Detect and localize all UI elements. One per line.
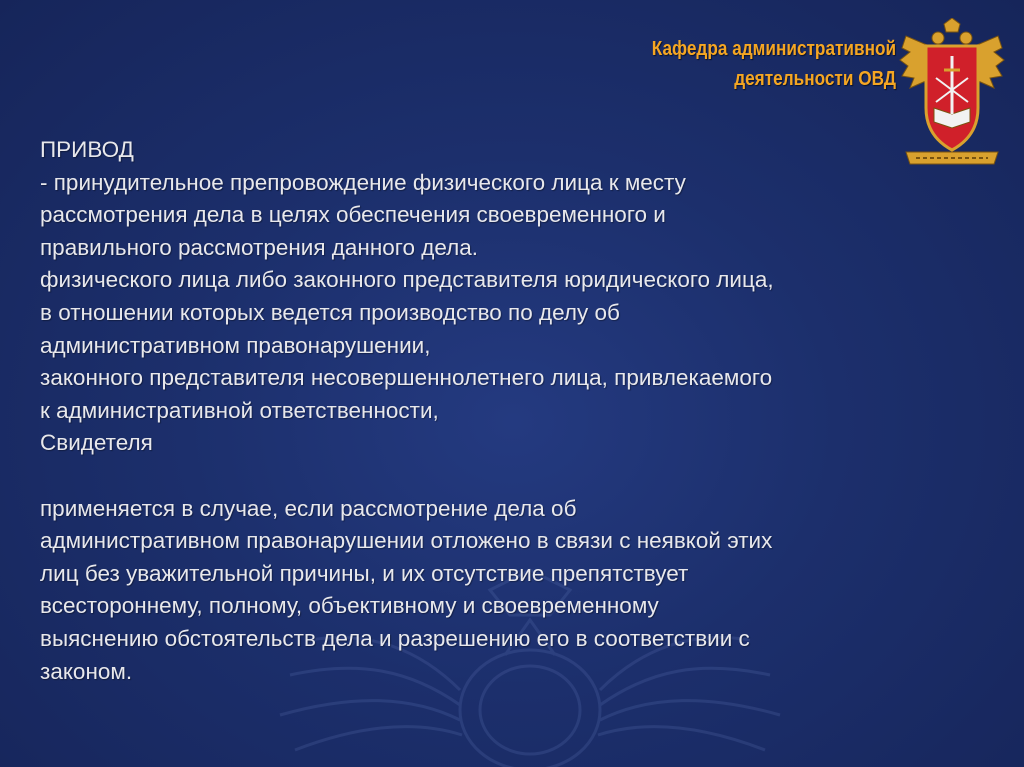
subjects-line: административном правонарушении, [40, 332, 431, 358]
application-line: лиц без уважительной причины, и их отсутствие препятствует [40, 560, 689, 586]
subjects-line: физического лица либо законного представителя юридического лица, [40, 267, 774, 293]
definition-line: - принудительное препровождение физического лица к месту [40, 169, 686, 195]
definition-line: правильного рассмотрения данного дела. [40, 234, 479, 260]
slide-title: ПРИВОД [40, 137, 134, 162]
paragraph-spacer [40, 460, 980, 493]
subjects-line: в отношении которых ведется производство по делу об [40, 299, 620, 325]
subjects-line: Свидетеля [40, 430, 153, 456]
application-line: выяснению обстоятельств дела и разрешению его в соответствии с [40, 625, 750, 651]
subjects-line: к административной ответственности, [40, 397, 439, 423]
subjects-line: законного представителя несовершеннолетнего лица, привлекаемого [40, 365, 773, 391]
department-header [652, 34, 896, 94]
department-line-1: Кафедра административной [651, 38, 896, 60]
application-line: всестороннему, полному, объективному и своевременному [40, 593, 659, 619]
application-line: административном правонарушении отложено в связи с неявкой этих [40, 528, 773, 554]
slide-content [40, 134, 980, 688]
application-line: законом. [40, 658, 133, 684]
application-line: применяется в случае, если рассмотрение дела об [40, 495, 577, 521]
department-line-2: деятельности ОВД [734, 68, 896, 90]
definition-line: рассмотрения дела в целях обеспечения своевременного и [40, 202, 666, 228]
